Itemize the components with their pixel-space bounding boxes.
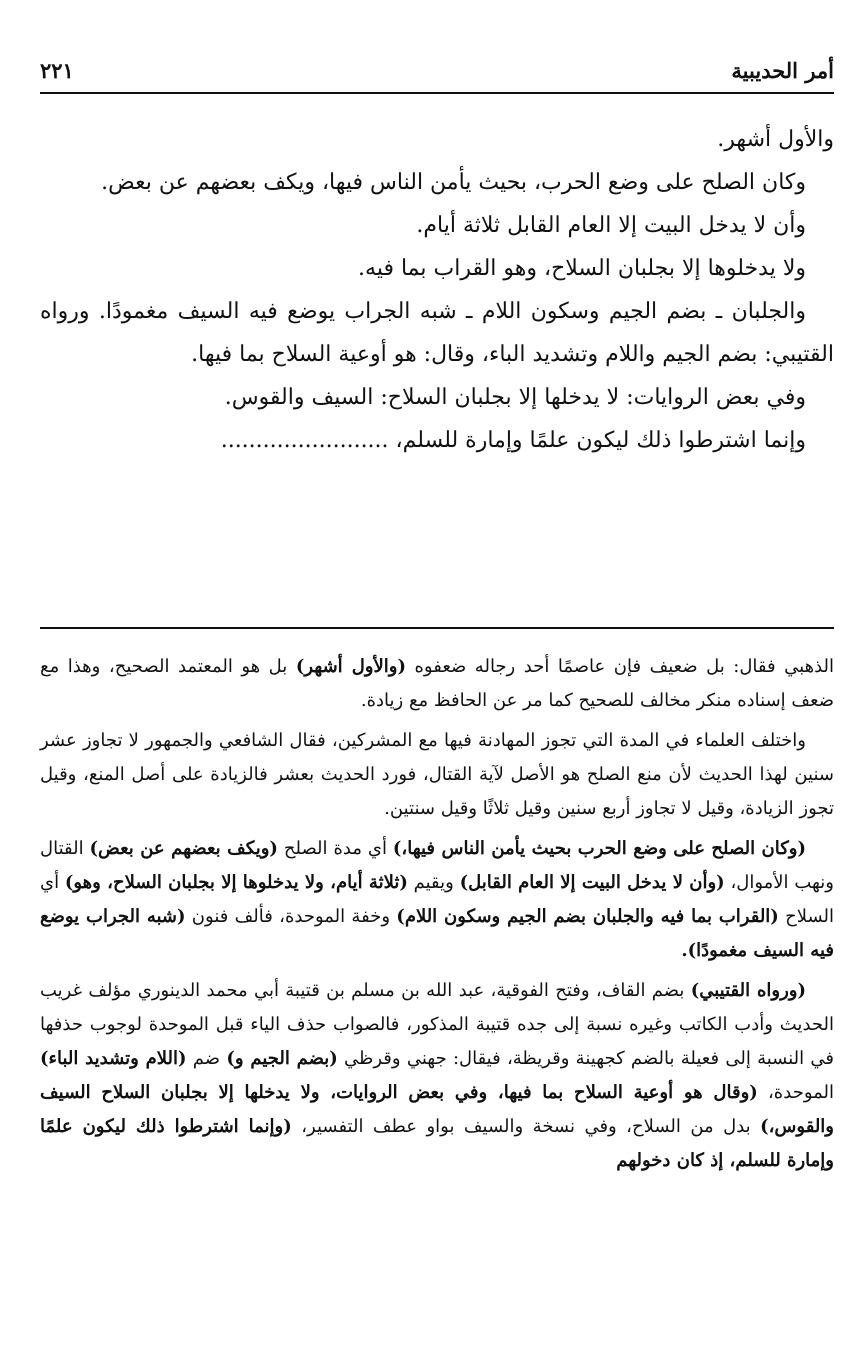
note-paragraph: واختلف العلماء في المدة التي تجوز المهادنة فيها مع المشركين، فقال الشافعي والجمهور لا تجاوز عشر سنين لهذا الحديث لأن منع الصلح هو الأصل لآية القتال، فورد الحديث بعشر فالزيادة على أصل المنع، وقيل تجوز الزيادة، وقيل لا تجاوز أربع سنين وقيل ثلاثًا وقيل سنتين.	[40, 730, 834, 819]
document-page	[40, 0, 834, 1364]
commentary-notes	[40, 650, 834, 1184]
ellipsis-dots: ........................	[220, 428, 389, 453]
note-quote: (القراب بما فيه والجلبان بضم الجيم وسكون اللام)	[396, 906, 779, 927]
main-paragraph: وأن لا يدخل البيت إلا العام القابل ثلاثة أيام.	[416, 213, 806, 238]
main-paragraph-last	[40, 419, 834, 462]
note-text: ضم	[186, 1048, 227, 1069]
page-header	[40, 52, 834, 94]
note-paragraph	[40, 832, 834, 968]
note-text: الموحدة،	[757, 1082, 835, 1103]
note-quote: (ثلاثة أيام، ولا يدخلوها إلا بجلبان السلاح، وهو)	[64, 872, 408, 893]
main-paragraph: وفي بعض الروايات: لا يدخلها إلا بجلبان السلاح: السيف والقوس.	[224, 385, 806, 410]
chapter-title: أمر الحديبية	[731, 58, 834, 83]
note-quote: (وقال هو أوعية السلاح بما فيها، وفي بعض الروايات، ولا يدخلها إلا بجلبان السلاح السيف والقوس،)	[40, 1082, 834, 1137]
note-quote: (وكان الصلح على وضع الحرب بحيث يأمن الناس فيها،)	[392, 838, 807, 859]
note-text: أي السلاح	[40, 872, 835, 927]
note-paragraph	[40, 650, 834, 718]
footnote-separator	[40, 627, 834, 629]
note-text: القتال ونهب الأموال،	[40, 838, 834, 893]
page-number: ٢٢١	[40, 58, 74, 83]
note-text: بل هو المعتمد الصحيح، وهذا مع ضعف إسناده منكر مخالف للصحيح كما مر عن الحافظ مع زيادة.	[40, 656, 834, 711]
main-paragraph: والجلبان ـ بضم الجيم وسكون اللام ـ شبه الجراب يوضع فيه السيف مغمودًا. ورواه القتيبي: بضم الجيم واللام وتشديد الباء، وقال: هو أوعية السلاح بما فيها.	[40, 299, 834, 367]
note-quote: (اللام وتشديد الباء)	[40, 1048, 187, 1069]
note-text: الذهبي فقال: بل ضعيف فإن عاصمًا أحد رجاله ضعفوه	[405, 656, 835, 677]
main-text	[40, 118, 834, 462]
note-quote: (بضم الجيم و)	[226, 1048, 338, 1069]
note-quote: (وإنما اشترطوا ذلك ليكون علمًا وإمارة للسلم، إذ كان دخولهم	[40, 1116, 834, 1171]
main-last-sentence: وإنما اشترطوا ذلك ليكون علمًا وإمارة للسلم،	[395, 428, 806, 453]
note-text: بضم القاف، وفتح الفوقية، عبد الله بن مسلم بن قتيبة أبي محمد الدينوري مؤلف غريب الحديث وأدب الكاتب وغيره نسبة إلى جده قتيبة المذكور، فالصواب حذف الياء قبل الموحدة لوجوب حذفها في النسبة إلى فعيلة بالضم كجهينة وقريظة، فيقال: جهني وقرظي	[40, 980, 835, 1069]
note-quote: (وأن لا يدخل البيت إلا العام القابل)	[459, 872, 725, 893]
note-quote: (ورواه القتيبي)	[690, 980, 806, 1001]
main-paragraph: وكان الصلح على وضع الحرب، بحيث يأمن الناس فيها، ويكف بعضهم عن بعض.	[101, 170, 806, 195]
note-quote: (ويكف بعضهم عن بعض)	[89, 838, 278, 859]
note-paragraph	[40, 974, 834, 1178]
main-paragraph: والأول أشهر.	[717, 127, 834, 152]
note-text: بدل من السلاح، وفي نسخة والسيف بواو عطف التفسير،	[291, 1116, 761, 1137]
note-quote: (والأول أشهر)	[295, 656, 406, 677]
note-text: ويقيم	[407, 872, 460, 893]
main-paragraph: ولا يدخلوها إلا بجلبان السلاح، وهو القراب بما فيه.	[358, 256, 806, 281]
note-text: أي مدة الصلح	[277, 838, 393, 859]
note-quote: (شبه الجراب يوضع فيه السيف مغمودًا).	[40, 906, 834, 961]
note-text: وخفة الموحدة، فألف فنون	[185, 906, 397, 927]
